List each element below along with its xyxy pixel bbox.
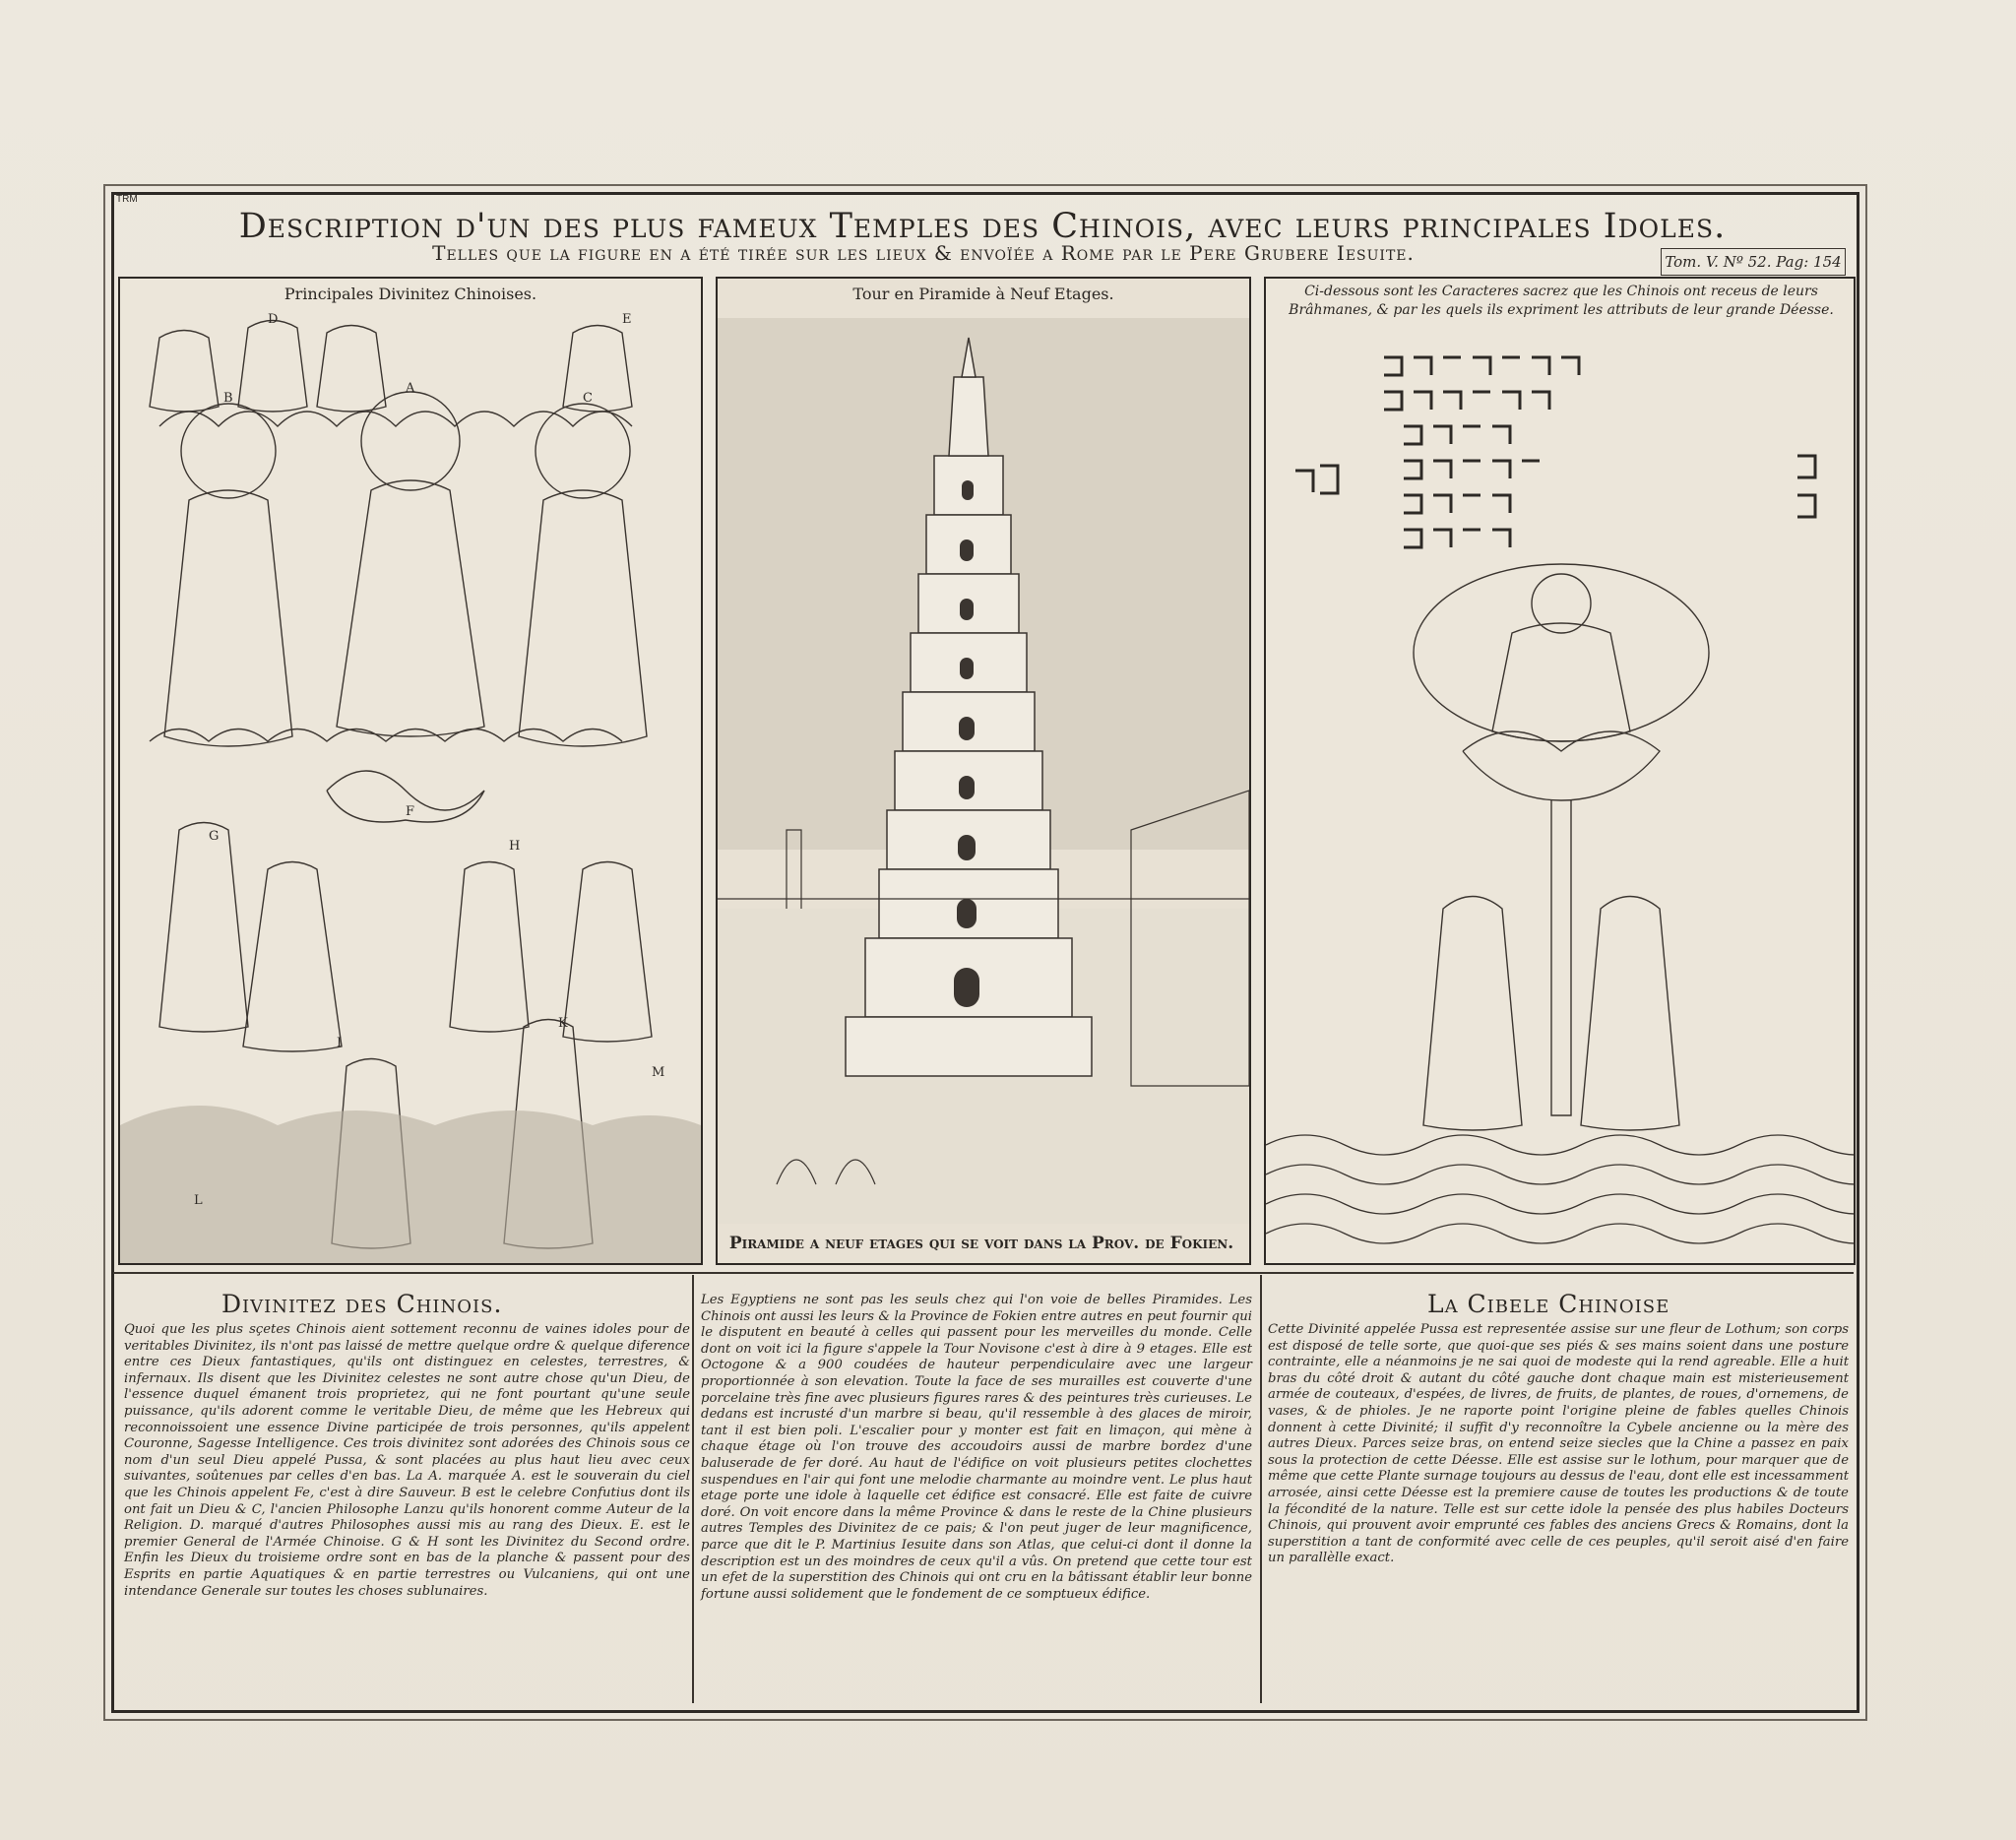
deities-illustration	[120, 279, 701, 1263]
heading-divinitez: Divinitez des Chinois.	[221, 1290, 503, 1318]
figure-letter-K: K	[558, 1016, 568, 1031]
figure-letter-L: L	[194, 1193, 203, 1208]
collector-stamp: TRM	[116, 194, 138, 205]
heading-cibele: La Cibele Chinoise	[1427, 1290, 1670, 1318]
column-divider-left	[692, 1275, 694, 1703]
panel-goddess-heading: Ci-dessous sont les Caracteres sacrez que les Chinois ont receus de leurs Brâhmanes, & par les quels ils expriment les attributs de leur grande Déesse.	[1289, 284, 1834, 318]
figure-letter-H: H	[509, 839, 521, 854]
figure-letter-G: G	[209, 829, 220, 844]
goddess-illustration	[1266, 279, 1854, 1263]
figure-letter-C: C	[583, 391, 593, 406]
text-block-rule	[113, 1272, 1854, 1274]
figure-letter-I: I	[337, 1036, 343, 1050]
figure-letter-E: E	[622, 312, 632, 327]
panel-deities	[118, 277, 703, 1265]
figure-letter-B: B	[223, 391, 233, 406]
figure-letter-D: D	[268, 312, 279, 327]
figure-letter-A: A	[406, 381, 415, 396]
engraving-subtitle: Telles que la figure en a été tirée sur les lieux & envoïée a Rome par le Pere Grubere Iesuite.	[432, 241, 1415, 265]
column-divider-right	[1260, 1275, 1262, 1703]
pagoda-caption: Piramide a neuf etages qui se voit dans la Prov. de Fokien.	[728, 1234, 1234, 1253]
panel-deities-title: Principales Divinitez Chinoises.	[284, 285, 537, 303]
text-divinitez: Quoi que les plus sçetes Chinois aient sottement reconnu de vaines idoles pour de veritables Divinitez, ils n'ont pas laissé de mettre quelque ordre & quelque diference entre ces Dieux fantastiques, qu'ils ont distinguez en celestes, terrestres, & infernaux. Ils disent que les Divinitez celestes ne sont autre chose qu'un Dieu, de l'essence duquel émanent trois proprietez, qui ne font pourtant qu'une seule puissance, qu'ils adorent comme le veritable Dieu, de même que les Hebreux qui reconnoissoient une essence Divine participée de trois personnes, qu'ils appelent Couronne, Sagesse Intelligence. Ces trois divinitez sont adorées des Chinois sous ce nom d'un seul Dieu appelé Pussa, & sont placées au plus haut lieu avec ceux suivantes, soûtenues par celles d'en bas. La A. marquée A. est le souverain du ciel que les Chinois appelent Fe, c'est à dire Sauveur. B est le celebre Confutius dont ils ont fait un Dieu & C, l'ancien Philosophe Lanzu qu'ils honorent comme Auteur de la Religion. D. marqué d'autres Philosophes aussi mis au rang des Dieux. E. est le premier General de l'Armée Chinoise. G & H sont les Divinitez du Second ordre. Enfin les Dieux du troisieme ordre sont en bas de la planche & passent pour des Esprits en partie Aquatiques & en partie terrestres ou Vulcaniens, qui ont une intendance Generale sur toutes les choses sublunaires.	[124, 1322, 690, 1599]
text-piramide: Les Egyptiens ne sont pas les seuls chez qui l'on voie de belles Piramides. Les Chinois ont aussi les leurs & la Province de Fokien entre autres en peut fournir qui le disputent en beauté à celles qui passent pour les merveilles du monde. Celle dont on voit ici la figure s'appele la Tour Novisone c'est à dire à 9 etages. Elle est Octogone & a 900 coudées de hauteur perpendiculaire avec une largeur proportionnée à son elevation. Toute la face de ses murailles est couverte d'une porcelaine très fine avec plusieurs figures rares & des peintures très curieuses. Le dedans est incrusté d'un marbre si beau, qu'il ressemble à des glaces de miroir, tant il est bien poli. L'escalier pour y monter est fait en limaçon, qui mène à chaque étage où l'on trouve des accoudoirs aussi de marbre bordez d'une baluserade de fer doré. Au haut de l'édifice on voit plusieurs petites clochettes suspendues en l'air qui font une melodie charmante au moindre vent. Le plus haut etage porte une idole à laquelle cet édifice est consacré. Elle est faite de cuivre doré. On voit encore dans la même Province & dans le reste de la Chine plusieurs autres Temples des Divinitez de ce pais; & l'on peut juger de leur magnificence, parce que dit le P. Martinius Iesuite dans son Atlas, que celui-ci dont il donne la description est un des moindres de ceux qu'il a vûs. On pretend que cette tour est un efet de la superstition des Chinois qui ont cru en la bâtissant établir leur bonne fortune aussi solidement que le fondement de ce somptueux édifice.	[701, 1293, 1252, 1602]
figure-letter-F: F	[406, 804, 415, 819]
panel-goddess	[1264, 277, 1856, 1265]
panel-pagoda-title: Tour en Piramide à Neuf Etages.	[852, 285, 1114, 303]
pagoda-illustration	[718, 279, 1249, 1263]
panel-pagoda	[716, 277, 1251, 1265]
figure-letter-M: M	[652, 1065, 665, 1080]
engraving-title: Description d'un des plus fameux Temples des Chinois, avec leurs principales Idoles.	[238, 207, 1727, 246]
volume-reference: Tom. V. Nº 52. Pag: 154	[1661, 248, 1846, 276]
text-cibele: Cette Divinité appelée Pussa est representée assise sur une fleur de Lothum; son corps est disposé de telle sorte, que quoi-que ses piés & ses mains soient dans une posture contrainte, elle a néanmoins je ne sai quoi de modeste qui la rend agreable. Elle a huit bras du côté droit & autant du côté gauche dont chaque main est misterieusement armée de couteaux, d'espées, de livres, de fruits, de plantes, de roues, d'ornemens, de vases, & de phioles. Je ne raporte point l'origine pleine de fables quelles Chinois donnent à cette Divinité; il suffit d'y reconnoître la Cybele ancienne ou la mère des autres Dieux. Parces seize bras, on entend seize siecles que la Chine a passez en paix sous la protection de cette Déesse. Elle est assise sur le lothum, pour marquer que de même que cette Plante surnage toujours au dessus de l'eau, dont elle est incessamment arrosée, ainsi cette Déesse est la premiere cause de toutes les productions & de toute la fécondité de la nature. Telle est sur cette idole la pensée des plus habiles Docteurs Chinois, qui prouvent avoir emprunté ces fables des anciens Grecs & Romains, dont la superstition a tant de conformité avec celle de ces peuples, qu'il seroit aisé d'en faire un parallèlle exact.	[1268, 1322, 1849, 1566]
